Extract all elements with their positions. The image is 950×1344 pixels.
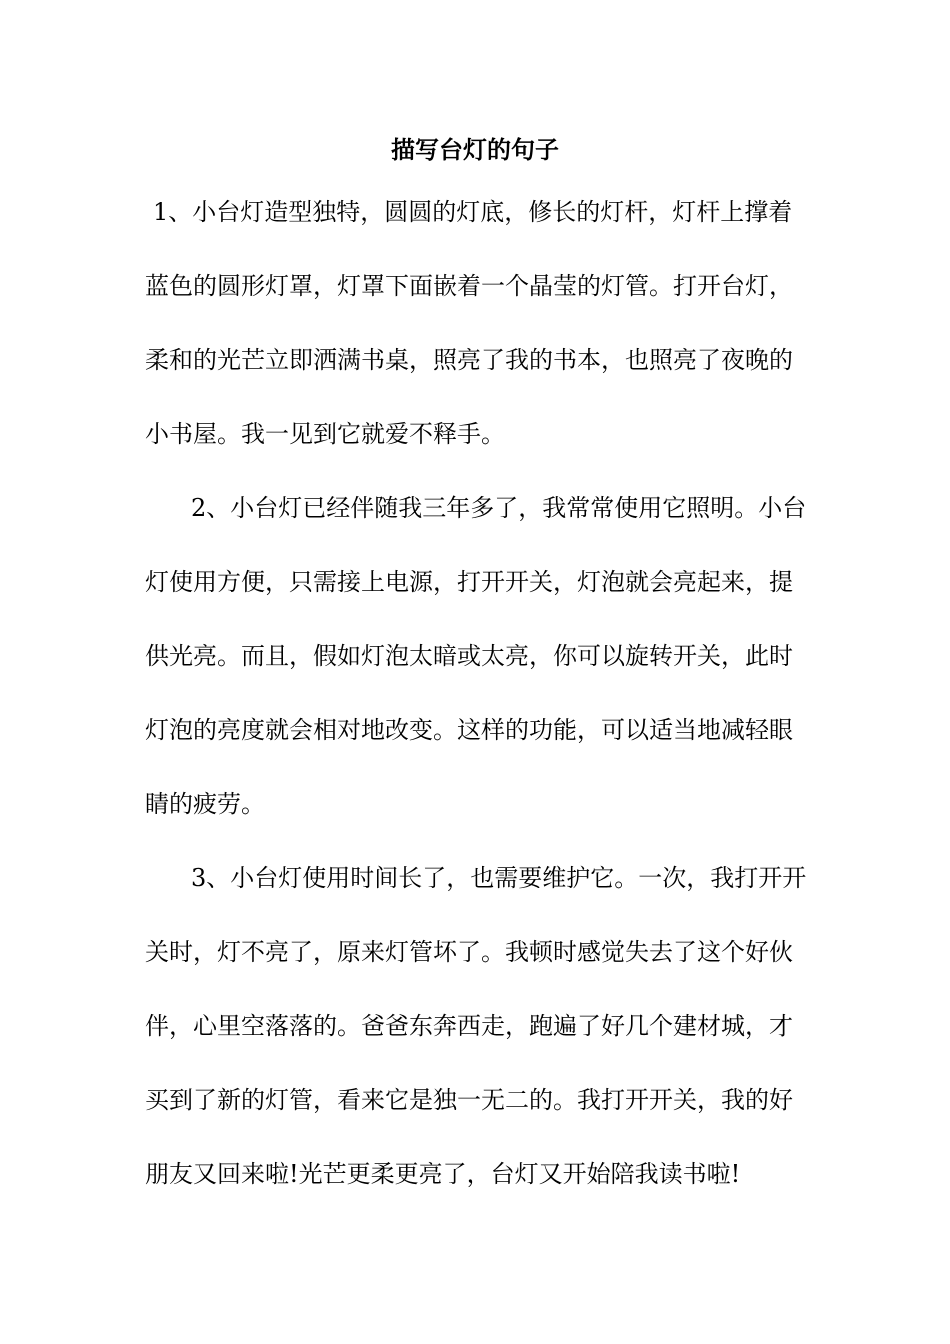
document-title: 描写台灯的句子	[391, 135, 559, 164]
paragraph-3: 3、小台灯使用时间长了，也需要维护它。一次，我打开开关时，灯不亮了，原来灯管坏了。我顿时感觉失去了这个好伙伴，心里空落落的。爸爸东奔西走，跑遍了好几个建材城，才买到了新的灯管，看来它是独一无二的。我打开开关，我的好朋友又回来啦!光芒更柔更亮了，台灯又开始陪我读书啦!	[145, 864, 807, 1188]
paragraph-1: 1、小台灯造型独特，圆圆的灯底，修长的灯杆，灯杆上撑着蓝色的圆形灯罩，灯罩下面嵌着一个晶莹的灯管。打开台灯，柔和的光芒立即洒满书桌，照亮了我的书本，也照亮了夜晚的小书屋。我一见到它就爱不释手。	[145, 198, 793, 448]
document-body	[145, 175, 813, 1211]
paragraph-2: 2、小台灯已经伴随我三年多了，我常常使用它照明。小台灯使用方便，只需接上电源，打开开关，灯泡就会亮起来，提供光亮。而且，假如灯泡太暗或太亮，你可以旋转开关，此时灯泡的亮度就会相对地改变。这样的功能，可以适当地减轻眼睛的疲劳。	[145, 494, 807, 818]
